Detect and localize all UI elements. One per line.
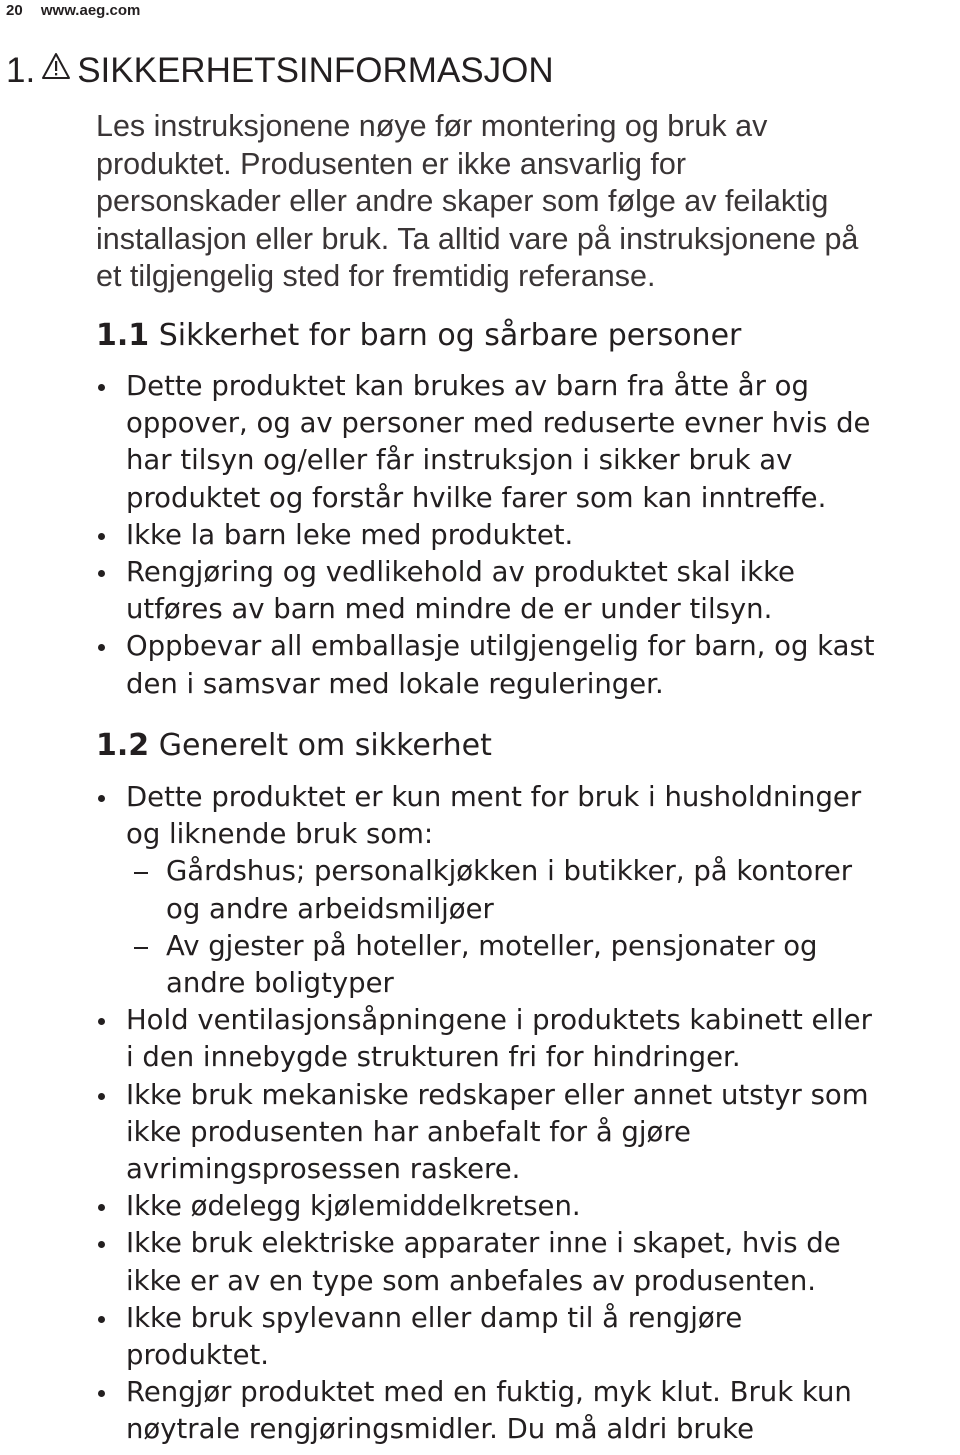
intro-line: installasjon eller bruk. Ta alltid vare på instruksjonene på xyxy=(96,221,859,256)
list-item xyxy=(96,1225,960,1299)
sub-list-item xyxy=(126,928,960,1002)
list-item-line: den i samsvar med lokale reguleringer. xyxy=(126,667,664,700)
intro-line: et tilgjengelig sted for fremtidig referanse. xyxy=(96,259,656,294)
list-item-line: produktet. xyxy=(126,1339,270,1372)
subsection-heading-general-safety xyxy=(96,724,492,768)
subsection-number: 1.2 xyxy=(96,728,150,763)
subsection-title: Generelt om sikkerhet xyxy=(158,728,492,763)
list-item xyxy=(96,1300,960,1374)
list-item xyxy=(96,1374,960,1448)
list-item-line: utføres av barn med mindre de er under tilsyn. xyxy=(126,593,773,626)
list-item-line: avrimingsprosessen raskere. xyxy=(126,1153,521,1186)
subsection-heading-children-safety xyxy=(96,314,741,358)
bullet-icon xyxy=(98,1241,105,1248)
bullet-icon xyxy=(98,1316,105,1323)
list-item-line: Dette produktet kan brukes av barn fra åtte år og xyxy=(126,370,809,402)
list-item-line: nøytrale rengjøringsmidler. Du må aldri bruke xyxy=(126,1413,755,1446)
sub-list xyxy=(126,853,960,1002)
intro-paragraph xyxy=(96,108,960,296)
site-url: www.aeg.com xyxy=(40,2,141,19)
list-item-line: produktet og forstår hvilke farer som kan inntreffe. xyxy=(126,481,827,514)
children-safety-list xyxy=(96,368,960,703)
bullet-icon xyxy=(98,533,105,540)
list-item-line: Dette produktet er kun ment for bruk i husholdninger xyxy=(126,781,862,813)
bullet-icon xyxy=(98,1018,105,1025)
bullet-icon xyxy=(98,795,105,802)
list-item xyxy=(96,1002,960,1076)
bullet-icon xyxy=(98,644,105,651)
list-item xyxy=(96,1188,960,1225)
list-item-line: ikke produsenten har anbefalt for å gjøre xyxy=(126,1115,691,1148)
bullet-icon xyxy=(98,1093,105,1100)
bullet-icon xyxy=(98,1390,105,1397)
intro-line: personskader eller andre skaper som følge av feilaktig xyxy=(96,184,829,219)
intro-line: Les instruksjonene nøye før montering og bruk av xyxy=(96,109,768,143)
subsection-number: 1.1 xyxy=(96,318,150,353)
intro-line: produktet. Produsenten er ikke ansvarlig for xyxy=(96,146,686,181)
list-item xyxy=(96,1077,960,1189)
list-item-line: i den innebygde strukturen fri for hindringer. xyxy=(126,1041,741,1074)
list-item xyxy=(96,368,960,517)
list-item-line: Ikke bruk mekaniske redskaper eller annet utstyr som xyxy=(126,1078,869,1111)
page-header xyxy=(6,2,140,20)
section-title xyxy=(6,46,554,96)
page-number: 20 xyxy=(6,2,23,19)
bullet-icon xyxy=(98,570,105,577)
general-safety-list xyxy=(96,779,960,1449)
list-item-line: Ikke bruk spylevann eller damp til å rengjøre xyxy=(126,1301,743,1334)
list-item-line: Ikke la barn leke med produktet. xyxy=(126,518,574,551)
dash-icon xyxy=(134,947,148,949)
list-item-line: Ikke bruk elektriske apparater inne i skapet, hvis de xyxy=(126,1227,841,1260)
list-item xyxy=(96,779,960,1002)
sub-list-item-line: og andre arbeidsmiljøer xyxy=(166,892,494,925)
bullet-icon xyxy=(98,384,105,391)
sub-list-item-line: andre boligtyper xyxy=(166,967,394,1000)
warning-triangle-icon xyxy=(41,44,71,94)
section-number: 1. xyxy=(6,51,36,90)
list-item xyxy=(96,628,960,702)
list-item-line: Ikke ødelegg kjølemiddelkretsen. xyxy=(126,1190,581,1223)
list-item-line: Oppbevar all emballasje utilgjengelig for barn, og kast xyxy=(126,630,875,663)
sub-list-item-line: Gårdshus; personalkjøkken i butikker, på kontorer xyxy=(166,855,853,888)
list-item-line: og liknende bruk som: xyxy=(126,818,434,851)
sub-list-item-line: Av gjester på hoteller, moteller, pensjonater og xyxy=(166,929,818,962)
bullet-icon xyxy=(98,1204,105,1211)
list-item-line: oppover, og av personer med reduserte evner hvis de xyxy=(126,407,871,440)
sub-list-item xyxy=(126,853,960,927)
list-item-line: Rengjøring og vedlikehold av produktet skal ikke xyxy=(126,556,795,589)
section-title-text: SIKKERHETSINFORMASJON xyxy=(77,51,554,90)
list-item xyxy=(96,517,960,554)
dash-icon xyxy=(134,872,148,874)
list-item xyxy=(96,554,960,628)
list-item-line: Rengjør produktet med en fuktig, myk klut. Bruk kun xyxy=(126,1376,852,1409)
list-item-line: Hold ventilasjonsåpningene i produktets kabinett eller xyxy=(126,1004,872,1037)
list-item-line: har tilsyn og/eller får instruksjon i sikker bruk av xyxy=(126,444,793,477)
list-item-line: ikke er av en type som anbefales av produsenten. xyxy=(126,1264,817,1297)
subsection-title: Sikkerhet for barn og sårbare personer xyxy=(158,318,742,353)
